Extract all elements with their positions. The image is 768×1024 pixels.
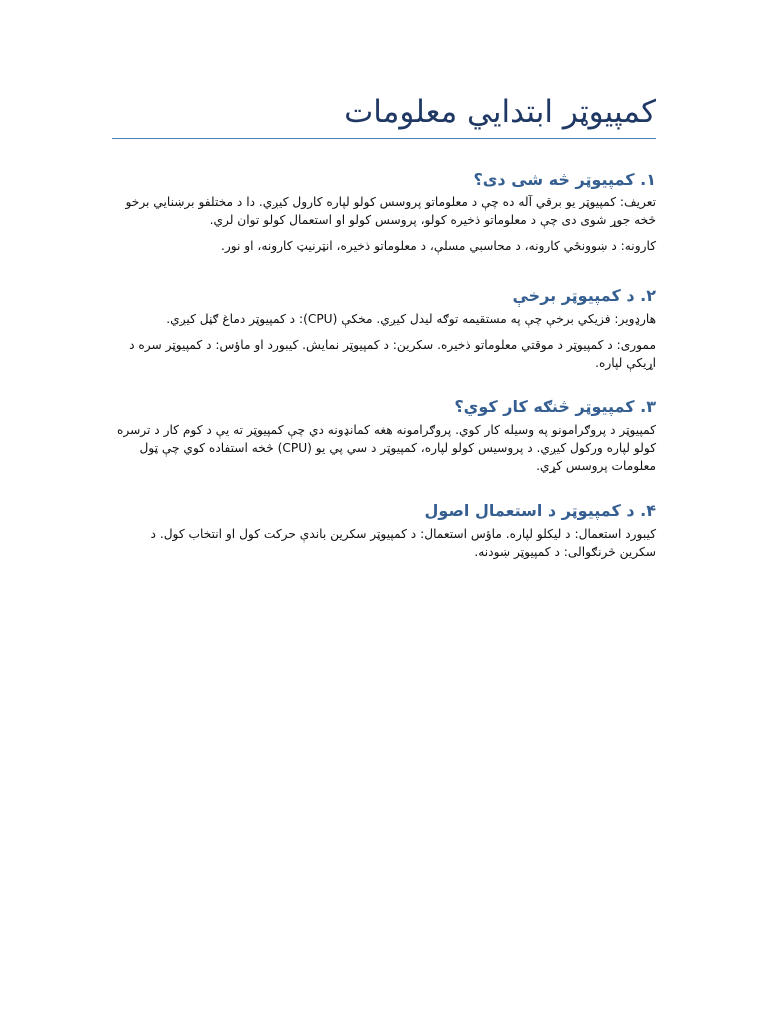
section-paragraph: کارونه: د ښوونځي کارونه، د محاسبي مسلې، د معلوماتو ذخیره، انټرنیټ کارونه، او نور. [220,239,656,253]
section-paragraph: هارډویر: فزیکي برخې چې په مستقیمه توګه لیدل کیږي. مخکې (CPU): د کمپیوټر دماغ ګڼل کیږي. [166,312,656,326]
section-usage-principles [112,500,656,561]
section-heading: ۴. د کمپیوټر د استعمال اصول [424,501,656,520]
section-paragraph: مموری: د کمپیوټر د موقتي معلوماتو ذخیره. سکرین: د کمپیوټر نمایش. کیبورد او ماؤس: د کمپیوټر سره د اړیکې لپاره. [129,338,656,370]
section-heading: ۲. د کمپیوټر برخې [512,286,656,305]
document-title: کمپیوټر ابتدايي معلومات [112,88,656,139]
section-heading: ۳. کمپیوټر څنګه کار کوي؟ [454,397,656,416]
section-paragraph: تعریف: کمپیوټر یو برقي آله ده چې د معلوماتو پروسس کولو لپاره کارول کیږي. دا د مختلفو برښنايي برخو څخه جوړ شوی دی چې د معلوماتو ذخیره کولو، پروسس کولو او استعمال کولو توان لري. [125,195,656,227]
section-what-is-computer [112,169,656,255]
section-computer-parts [112,285,656,372]
section-paragraph: کیبورد استعمال: د لیکلو لپاره. ماؤس استعمال: د کمپیوټر سکرین باندې حرکت کول او انتخاب کول. د سکرین څرنګوالی: د کمپیوټر ښودنه. [150,527,656,559]
document-body [112,88,656,561]
section-paragraph: کمپیوټر د پروګرامونو په وسیله کار کوي. پروګرامونه هغه کمانډونه دي چې کمپیوټر ته یې د کوم کار د ترسره کولو لپاره ورکول کیږي. د پروسیس کولو لپاره، کمپیوټر د سي پي یو (CPU) څخه استفاده کوي چې ټول معلومات پروسس کړي. [116,423,656,473]
section-heading: ۱. کمپیوټر څه شی دی؟ [473,170,656,189]
section-how-computer-works [112,396,656,475]
